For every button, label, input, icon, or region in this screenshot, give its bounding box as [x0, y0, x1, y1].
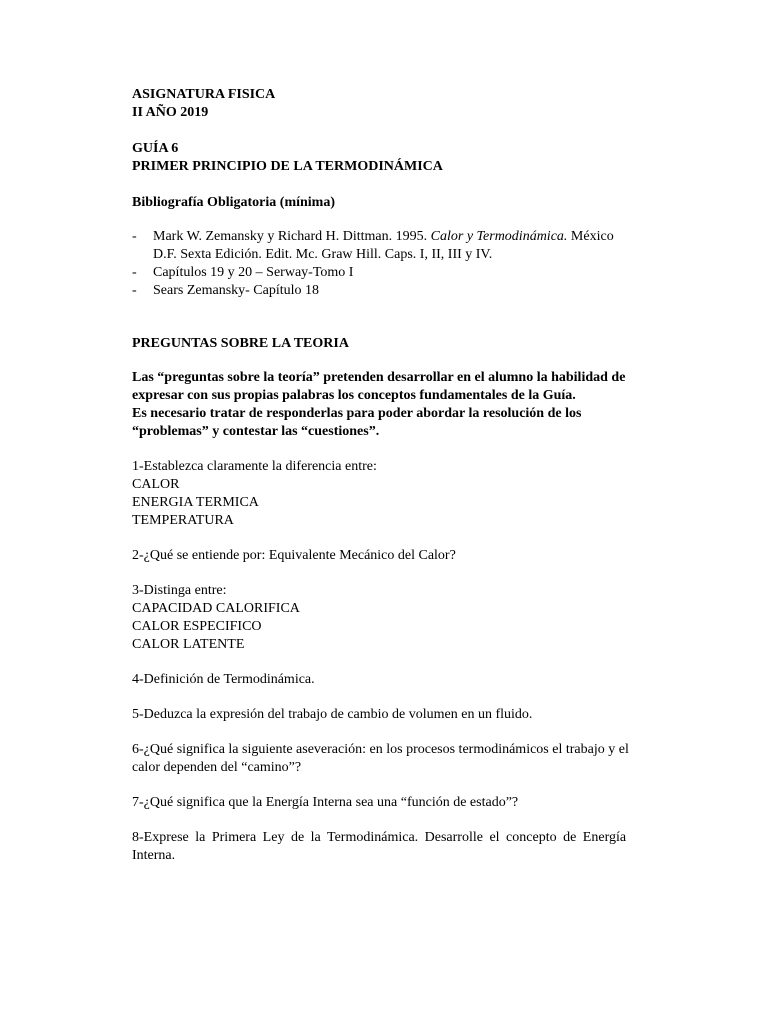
intro-line: expresar con sus propias palabras los conceptos fundamentales de la Guía. — [132, 388, 576, 403]
guide-topic: PRIMER PRINCIPIO DE LA TERMODINÁMICA — [132, 159, 443, 174]
question-text: 3-Distinga entre: — [132, 583, 227, 598]
bibliography-item-text: Sears Zemansky- Capítulo 18 — [153, 283, 320, 298]
intro-line: “problemas” y contestar las “cuestiones”. — [132, 424, 380, 439]
term-item: ENERGIA TERMICA — [132, 495, 259, 510]
question-text: 8-Exprese la Primera Ley de la Termodinámica. Desarrolle el concepto de Energía — [132, 830, 627, 845]
question-8 — [132, 829, 636, 865]
bibliography-list — [132, 228, 636, 300]
question-2 — [132, 547, 636, 565]
bibliography-item-text: Capítulos 19 y 20 – Serway-Tomo I — [153, 265, 354, 280]
question-text: 6-¿Qué significa la siguiente aseveración: en los procesos termodinámicos el trabajo y el — [132, 742, 629, 757]
list-dash: - — [132, 229, 137, 244]
question-4 — [132, 671, 636, 689]
section-heading: PREGUNTAS SOBRE LA TEORIA — [132, 336, 349, 351]
bibliography-item-text: Mark W. Zemansky y Richard H. Dittman. 1995. — [153, 229, 431, 244]
bibliography-heading: Bibliografía Obligatoria (mínima) — [132, 195, 335, 210]
bibliography-item-text: D.F. Sexta Edición. Edit. Mc. Graw Hill. Caps. I, II, III y IV. — [153, 247, 493, 262]
question-text: 5-Deduzca la expresión del trabajo de cambio de volumen en un fluido. — [132, 707, 533, 722]
bibliography-item — [132, 264, 636, 282]
bibliography-item — [132, 228, 636, 264]
course-year: II AÑO 2019 — [132, 105, 209, 120]
term-item: CALOR LATENTE — [132, 637, 245, 652]
term-item: CALOR — [132, 477, 180, 492]
question-text: 4-Definición de Termodinámica. — [132, 672, 315, 687]
section-intro — [132, 369, 636, 441]
term-item: TEMPERATURA — [132, 513, 234, 528]
bibliography-book-title: Calor y Termodinámica. — [430, 229, 568, 244]
question-text: 7-¿Qué significa que la Energía Interna sea una “función de estado”? — [132, 795, 519, 810]
subject-title: ASIGNATURA FISICA — [132, 87, 276, 102]
question-6 — [132, 741, 636, 777]
intro-line: Las “preguntas sobre la teoría” pretenden desarrollar en el alumno la habilidad de — [132, 370, 626, 385]
list-dash: - — [132, 265, 137, 280]
list-dash: - — [132, 283, 137, 298]
question-text: calor dependen del “camino”? — [132, 760, 302, 775]
guide-number: GUÍA 6 — [132, 141, 179, 156]
term-item: CALOR ESPECIFICO — [132, 619, 262, 634]
term-item: CAPACIDAD CALORIFICA — [132, 601, 300, 616]
document-content — [132, 86, 636, 865]
question-3 — [132, 582, 636, 654]
intro-line: Es necesario tratar de responderlas para poder abordar la resolución de los — [132, 406, 582, 421]
question-5 — [132, 706, 636, 724]
question-text: 2-¿Qué se entiende por: Equivalente Mecánico del Calor? — [132, 548, 456, 563]
question-text: Interna. — [132, 848, 176, 863]
bibliography-item — [132, 282, 636, 300]
question-text: 1-Establezca claramente la diferencia entre: — [132, 459, 377, 474]
question-1 — [132, 458, 636, 530]
question-7 — [132, 794, 636, 812]
bibliography-item-text: México — [567, 229, 614, 244]
